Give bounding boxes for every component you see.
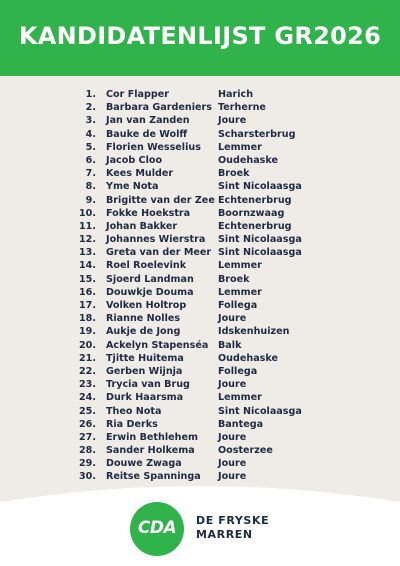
candidate-name: Fokke Hoekstra xyxy=(106,207,191,219)
candidate-row xyxy=(0,141,400,154)
candidate-number: 16. xyxy=(79,286,96,298)
candidate-row xyxy=(0,114,400,127)
candidate-place: Lemmer xyxy=(218,286,262,298)
candidate-place: Lemmer xyxy=(218,392,262,404)
candidate-name: Trycia van Brug xyxy=(106,379,190,391)
candidate-name: Greta van der Meer xyxy=(106,247,212,259)
candidate-number: 9. xyxy=(85,194,96,206)
candidate-number: 19. xyxy=(79,326,96,338)
candidate-row xyxy=(0,154,400,167)
candidate-number: 5. xyxy=(85,141,96,153)
candidate-name: Ackelyn Stapenséa xyxy=(106,339,209,351)
candidate-name: Roel Roelevink xyxy=(106,260,187,272)
candidate-place: Follega xyxy=(218,365,258,377)
candidate-row xyxy=(0,325,400,338)
candidate-place: Joure xyxy=(218,458,247,470)
candidate-place: Joure xyxy=(218,431,247,443)
candidate-name: Tjitte Huitema xyxy=(106,352,184,364)
candidate-name: Johan Bakker xyxy=(106,220,178,232)
candidate-place: Lemmer xyxy=(218,260,262,272)
candidate-place: Sint Nicolaasga xyxy=(218,234,302,246)
candidate-number: 12. xyxy=(79,234,96,246)
candidate-row xyxy=(0,233,400,246)
candidate-number: 17. xyxy=(79,300,96,311)
candidate-place: Boornzwaag xyxy=(218,207,285,219)
candidate-name: Sander Holkema xyxy=(106,445,195,457)
candidate-name: Gerben Wijnja xyxy=(106,365,183,377)
candidate-number: 30. xyxy=(79,471,96,483)
candidate-row xyxy=(0,299,400,312)
candidate-number: 25. xyxy=(79,405,96,417)
candidate-row xyxy=(0,273,400,286)
candidate-name: Bauke de Wolff xyxy=(106,128,188,140)
candidate-place: Oudehaske xyxy=(218,154,279,166)
candidate-number: 15. xyxy=(79,273,96,285)
candidate-row xyxy=(0,88,400,101)
candidate-row xyxy=(0,405,400,418)
candidate-row xyxy=(0,180,400,193)
candidate-place: Follega xyxy=(218,300,258,311)
candidate-row xyxy=(0,431,400,444)
candidate-place: Harich xyxy=(218,89,254,100)
candidate-row xyxy=(0,220,400,233)
candidate-row xyxy=(0,128,400,141)
candidate-name: Douwkje Douma xyxy=(106,286,194,298)
page-title: KANDIDATENLIJST GR2026 xyxy=(18,22,382,50)
candidate-name: Douwe Zwaga xyxy=(106,458,182,470)
candidate-place: Balk xyxy=(218,339,242,351)
candidate-place: Oudehaske xyxy=(218,352,279,364)
candidate-place: Sint Nicolaasga xyxy=(218,247,302,259)
candidate-number: 11. xyxy=(79,220,96,232)
candidate-name: Jacob Cloo xyxy=(106,154,163,166)
organization-line1: DE FRYSKE xyxy=(196,514,270,527)
candidate-place: Terherne xyxy=(218,102,266,114)
logo-text: CDA xyxy=(137,518,177,538)
candidate-row xyxy=(0,352,400,365)
candidate-row xyxy=(0,444,400,457)
candidate-row xyxy=(0,457,400,470)
candidate-place: Joure xyxy=(218,379,247,391)
candidate-number: 24. xyxy=(79,392,96,404)
candidate-name: Cor Flapper xyxy=(106,89,169,100)
candidate-number: 14. xyxy=(79,260,96,272)
candidate-place: Lemmer xyxy=(218,141,262,153)
candidate-number: 8. xyxy=(85,181,96,193)
candidate-place: Scharsterbrug xyxy=(218,128,296,140)
candidate-number: 21. xyxy=(79,352,96,364)
candidate-name: Reitse Spanninga xyxy=(106,471,201,483)
candidate-name: Florien Wesselius xyxy=(106,141,201,153)
candidate-row xyxy=(0,167,400,180)
candidate-row xyxy=(0,194,400,207)
candidate-number: 27. xyxy=(79,431,96,443)
candidate-name: Brigitte van der Zee xyxy=(106,194,215,206)
candidate-number: 2. xyxy=(85,102,96,114)
candidate-number: 28. xyxy=(79,445,96,457)
candidate-place: Sint Nicolaasga xyxy=(218,181,302,193)
candidate-place: Joure xyxy=(218,115,247,127)
organization-line2: MARREN xyxy=(196,528,253,541)
candidate-row xyxy=(0,378,400,391)
candidate-place: Broek xyxy=(218,273,250,285)
candidate-number: 18. xyxy=(79,313,96,325)
candidate-name: Jan van Zanden xyxy=(106,115,190,127)
candidate-row xyxy=(0,391,400,404)
candidate-name: Barbara Gardeniers xyxy=(106,102,212,114)
candidate-number: 4. xyxy=(85,128,96,140)
candidate-place: Oosterzee xyxy=(218,445,273,457)
candidate-name: Aukje de Jong xyxy=(106,326,181,338)
candidate-row xyxy=(0,339,400,352)
cda-logo xyxy=(130,502,184,556)
candidate-number: 29. xyxy=(79,458,96,470)
candidate-row xyxy=(0,286,400,299)
candidate-number: 26. xyxy=(79,418,96,430)
candidate-name: Rianne Nolles xyxy=(106,313,181,325)
candidate-name: Kees Mulder xyxy=(106,168,174,180)
candidate-place: Echtenerbrug xyxy=(218,194,292,206)
candidate-number: 1. xyxy=(85,89,96,100)
candidate-name: Erwin Bethlehem xyxy=(106,431,198,443)
candidate-row xyxy=(0,207,400,220)
candidate-row xyxy=(0,365,400,378)
candidate-place: Idskenhuizen xyxy=(218,326,290,338)
candidate-row xyxy=(0,312,400,325)
candidate-name: Durk Haarsma xyxy=(106,392,184,404)
candidate-number: 6. xyxy=(85,154,96,166)
candidate-name: Johannes Wierstra xyxy=(106,234,206,246)
candidate-number: 3. xyxy=(85,115,96,127)
candidate-place: Joure xyxy=(218,313,247,325)
candidate-number: 22. xyxy=(79,365,96,377)
candidate-row xyxy=(0,246,400,259)
candidate-list xyxy=(0,88,400,484)
candidate-place: Bantega xyxy=(218,418,264,430)
candidate-number: 7. xyxy=(85,168,96,180)
candidate-name: Yme Nota xyxy=(106,181,159,193)
candidate-number: 20. xyxy=(79,339,96,351)
candidate-row xyxy=(0,259,400,272)
candidate-name: Ria Derks xyxy=(106,418,158,430)
candidate-number: 10. xyxy=(79,207,96,219)
candidate-place: Joure xyxy=(218,471,247,483)
candidate-name: Theo Nota xyxy=(106,405,162,417)
header-banner xyxy=(0,0,400,76)
candidate-name: Volken Holtrop xyxy=(106,300,187,311)
candidate-row xyxy=(0,101,400,114)
candidate-row xyxy=(0,418,400,431)
candidate-number: 13. xyxy=(79,247,96,259)
candidate-number: 23. xyxy=(79,379,96,391)
candidate-place: Echtenerbrug xyxy=(218,220,292,232)
candidate-place: Broek xyxy=(218,168,250,180)
candidate-place: Sint Nicolaasga xyxy=(218,405,302,417)
candidate-name: Sjoerd Landman xyxy=(106,273,194,285)
